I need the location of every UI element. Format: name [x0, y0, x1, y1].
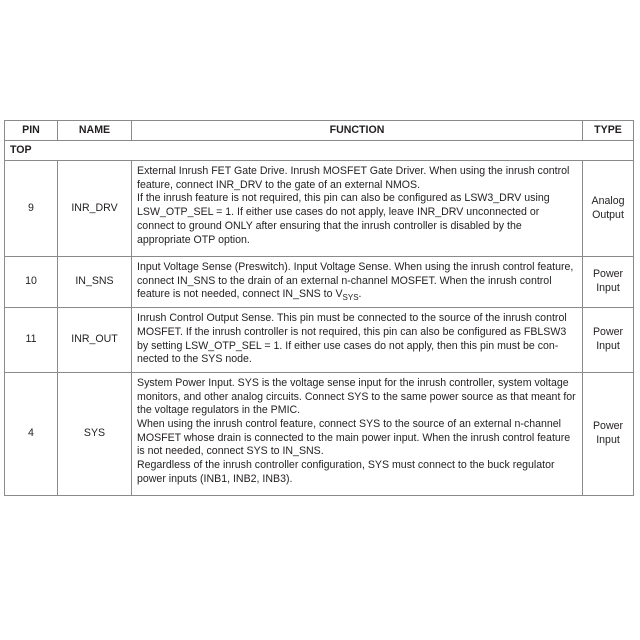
pin-description-table [4, 120, 634, 496]
function-paragraph: When using the inrush control feature, connect SYS to the source of an external n-channel MOSFET whose drain is connected to the main power input. When the inrush control feature is not needed, connect SYS to IN_SNS. [137, 418, 571, 458]
pin-function [132, 161, 583, 257]
section-label: TOP [5, 141, 634, 161]
pin-type [583, 257, 634, 308]
pin-number: 11 [5, 308, 58, 373]
pin-type-line: Power [592, 326, 624, 339]
header-row [5, 121, 634, 141]
pin-type-line: Input [596, 282, 620, 295]
pin-number: 4 [5, 372, 58, 495]
header-name: NAME [58, 121, 132, 141]
pin-type-line: Power [592, 268, 624, 281]
section-row [5, 141, 634, 161]
table-row [5, 161, 634, 257]
function-paragraph: External Inrush FET Gate Drive. Inrush MOSFET Gate Driver. When using the inrush control feature, connect INR_DRV to the gate of an external NMOS. [137, 165, 570, 191]
pin-type-line: Input [596, 433, 620, 446]
function-paragraph: Regardless of the inrush controller configuration, SYS must connect to the buck regulator power inputs (INB1, INB2, INB3). [137, 459, 555, 485]
function-paragraph: System Power Input. SYS is the voltage sense input for the inrush controller, system voltage monitors, and other analog circuits. Connect SYS to the same power source as that meant for the voltage regulators in the PMIC. [137, 376, 576, 417]
function-paragraph: If the inrush feature is not required, this pin can also be configured as LSW3_DRV using LSW_OTP_SEL = 1. If either use cases do not apply, leave INR_DRV unconnected or connect to ground ONLY after ensuring that the inrush controller is disabled by the appropriate OTP option. [137, 192, 550, 246]
pin-name: IN_SNS [58, 257, 132, 308]
pin-name: INR_DRV [58, 161, 132, 257]
pin-function [132, 257, 583, 308]
pin-name: INR_OUT [58, 308, 132, 373]
pin-number: 10 [5, 257, 58, 308]
pin-type-line: Power [592, 420, 624, 433]
pin-name: SYS [58, 372, 132, 495]
pin-function [132, 372, 583, 495]
pin-type [583, 308, 634, 373]
table-row [5, 372, 634, 495]
function-text: Input Voltage Sense (Preswitch). Input Voltage Sense. When using the inrush control feature, connect IN_SNS to the drain of an external n-channel MOSFET. When the inrush control feature is not needed, connect IN_SNS to V [137, 261, 574, 301]
pin-type [583, 372, 634, 495]
header-type: TYPE [583, 121, 634, 141]
function-text-end: . [358, 288, 362, 301]
pin-type-line: Input [596, 340, 620, 353]
pin-type [583, 161, 634, 257]
pin-type-line: Analog [591, 194, 625, 207]
pin-function [132, 308, 583, 373]
function-paragraph: Inrush Control Output Sense. This pin must be connected to the source of the inrush control MOSFET. If the inrush controller is not required, this pin can also be configured as FBLSW3 by setting LSW_OTP_SEL = 1. If either use cases do not apply, then this pin must be con-nected to the SYS node. [137, 312, 567, 366]
header-pin: PIN [5, 121, 58, 141]
header-function: FUNCTION [132, 121, 583, 141]
table-row [5, 257, 634, 308]
pin-type-line: Output [592, 208, 624, 221]
pin-number: 9 [5, 161, 58, 257]
function-subscript: SYS [342, 293, 359, 303]
table-row [5, 308, 634, 373]
